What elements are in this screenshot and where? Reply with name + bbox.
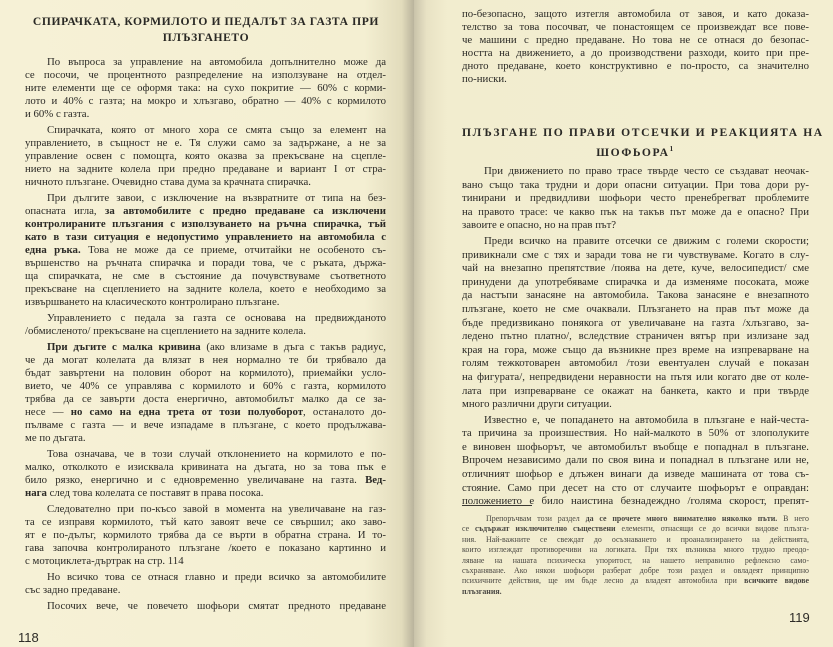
paragraph	[25, 448, 386, 500]
text-line	[25, 283, 386, 296]
text: било рязко, енергично и с едновременно увеличаване на газта.	[25, 474, 366, 486]
text: психичните действия, ще им бъде лесно да владеят автомобила при	[462, 576, 745, 586]
paragraph	[462, 8, 809, 86]
text-line	[25, 137, 386, 150]
text-line	[462, 303, 809, 317]
text: по-ниски.	[462, 73, 507, 85]
text-line	[462, 289, 809, 303]
text: голям тежкотоварен автомобил /този евентуален случай е показан	[462, 357, 809, 370]
text: управление освен с помощта, която оказва за прекъсване на сцепле-	[25, 150, 386, 162]
text-line	[25, 312, 386, 325]
text: елементи, отнасящи се до всички видове плъзга-	[615, 524, 809, 534]
text-line	[462, 60, 809, 73]
text-line	[462, 165, 809, 179]
text: положението е било наистина безнадеждно /голяма скорост, препят-	[462, 495, 809, 508]
text-line	[25, 432, 386, 445]
text: гава започва контролираното плъзгане /което е показано картинно и	[25, 542, 386, 554]
text: несе —	[25, 406, 71, 418]
text: нието на задните колела при предно предаване и вариант I от стра-	[25, 163, 386, 175]
bold-text: контролираните плъзгания с използуването на ръчна спирачка, тъй	[25, 218, 386, 230]
text: Но всичко това се отнася главно и преди всичко за автомобилите	[47, 571, 386, 583]
paragraph	[25, 192, 386, 309]
text: завоите е опасно, но на прав път?	[462, 219, 617, 232]
text-line	[462, 47, 809, 60]
text: ните елементи ще се оформя така: на сухо покритие — 60% с корми-	[25, 82, 386, 94]
paragraph	[25, 341, 386, 445]
text-line	[462, 34, 809, 47]
text: При движението по право трасе твърде често се създават неочак-	[484, 165, 809, 177]
footnote-mark: 1	[669, 145, 675, 153]
text: При дългите завои, с изключение на възвратните от типа на без-	[47, 192, 386, 204]
text: и 60% с газта.	[25, 108, 90, 120]
paragraph	[25, 571, 386, 597]
text-line	[25, 393, 386, 406]
text: с мотоциклета-дъртрак на стр. 114	[25, 555, 184, 567]
text: опасната игла,	[25, 205, 105, 217]
text: ят е по-дълъг, кормилото трябва да се върти в обратна страна. И то-	[25, 529, 386, 541]
text: по-безопасно, защото изтегля автомобила от завоя, и като доказа-	[462, 8, 809, 20]
text-line	[25, 69, 386, 82]
text-line	[25, 231, 386, 244]
text-line	[25, 354, 386, 367]
bold-text: съдържат изключително съществени	[475, 524, 616, 534]
text: , останалото до-	[303, 406, 386, 418]
text-line	[462, 192, 809, 206]
text-line	[25, 82, 386, 95]
left-page-text	[25, 56, 386, 613]
text: та причина за произшествия. Но най-малкото в 50% от злополуките	[462, 427, 809, 440]
text: Спирачката, която от много хора се смята също за елемент на	[47, 124, 386, 136]
text-line	[25, 163, 386, 176]
text-line	[462, 545, 809, 555]
text-line	[462, 495, 809, 509]
text-line	[462, 357, 809, 371]
text: Следователно при по-късо завой в момента на увеличаване на газ-	[47, 503, 386, 515]
paragraph	[25, 124, 386, 189]
text-line	[25, 600, 386, 613]
text: тинирани и предвидливи шофьори често пренебрегват проблемите	[462, 192, 809, 205]
text-line	[25, 542, 386, 555]
text: По въпроса за управление на автомобила допълнително може да	[47, 56, 386, 68]
text-line	[462, 21, 809, 34]
bold-text: всичките видове	[744, 576, 809, 586]
text-line	[25, 296, 386, 309]
text-line	[462, 524, 809, 534]
text: съхраняване. Ако някои шофьори разберат добре този раздел и овладеят принципно	[462, 565, 809, 575]
text-line	[25, 257, 386, 270]
text-line	[462, 276, 809, 290]
text: бъдат завъртени на половин оборот на кормилото), приемайки усло-	[25, 367, 386, 379]
text: вършенство на ръчната спирачка и поради това, че с ръката, държа-	[25, 257, 386, 269]
text-line	[462, 73, 809, 86]
paragraph	[25, 503, 386, 568]
text: че машини с предно предаване. Но това не се отнася до безопас-	[462, 34, 809, 46]
text-line	[462, 206, 809, 220]
text: края на гора, може също да възникне през време на изпреварване на	[462, 343, 809, 356]
text: пълваме с газта — и вече изпадаме в плъзгане, с което продължава-	[25, 419, 386, 431]
text-line	[462, 587, 809, 597]
text-line	[25, 461, 386, 474]
bold-text: Вед-	[365, 474, 386, 486]
text-line	[462, 468, 809, 482]
text-line	[462, 535, 809, 545]
text-line	[25, 270, 386, 283]
heading-line: ПЛЪЗГАНЕТО	[162, 31, 250, 44]
heading-text: ШОФЬОРА	[596, 145, 670, 159]
paragraph	[462, 514, 809, 597]
text: че да могат колелата да влязат в нея нормално те би трябвало да	[25, 354, 386, 366]
bold-text: плъзгания.	[462, 586, 502, 596]
text: привикнали сме с тях и заради това не ги чувствуваме. Когато в слу-	[462, 248, 809, 261]
heading-line: ПЛЪЗГАНЕ ПО ПРАВИ ОТСЕЧКИ И РЕАКЦИЯТА НА	[462, 126, 824, 139]
text-line	[462, 317, 809, 331]
text: които изглеждат противоречиви на логиката. При тях възниква много трудно преодо-	[462, 545, 809, 555]
text-line	[462, 385, 809, 399]
bold-text: но само на една трета от този полуоборот	[70, 406, 304, 418]
text-line	[462, 566, 809, 576]
footnote	[462, 514, 809, 597]
text-line	[25, 192, 386, 205]
left-chapter-heading	[25, 14, 387, 46]
text: вието, че 40% се управлява с кормилото и 60% с газта, кормилото	[25, 380, 386, 392]
paragraph	[462, 414, 809, 509]
bold-text: да се прочете много внимателно няколко пъти.	[585, 514, 778, 523]
text-line	[25, 367, 386, 380]
text-line	[462, 482, 809, 496]
text: чай на внезапно препятствие /поява на дете, куче, велосипедист/ сме	[462, 262, 809, 275]
text-line	[25, 529, 386, 542]
text: е виновен шофьорът, че автомобилът въобще е попаднал в плъзгане.	[462, 440, 809, 453]
text: прекъсване на сцеплението на задните колела, което е необходимо за	[25, 283, 386, 295]
text-line	[462, 556, 809, 566]
text: Известно е, че попадането на автомобила в плъзгане е най-честа-	[484, 413, 809, 426]
text-line	[462, 249, 809, 263]
text: принудени да употребяваме спирачка и да изменяме посоката, може	[462, 275, 809, 288]
bold-text: При дъгите с малка кривина	[47, 341, 201, 353]
text-line	[462, 514, 809, 524]
text: лата при изпреварване се окажат на банкета, както и при твърде	[462, 384, 809, 397]
text-line	[25, 448, 386, 461]
text-line	[25, 205, 386, 218]
text: (ако влизаме в дъга с такъв радиус,	[200, 341, 386, 353]
text: извършването на класическото контролирано плъзгане.	[25, 296, 280, 308]
text-line	[462, 262, 809, 276]
text-line	[25, 516, 386, 529]
text: отличният шофьор е длъжен винаги да изведе машината от това съ-	[462, 468, 809, 481]
text: се посочи, че процентното разпределение на използуване на отдел-	[25, 69, 386, 81]
text: ния. Най-важните се свеждат до осъзнаването и проанализирането на действията,	[462, 534, 809, 544]
right-section-heading	[462, 125, 824, 161]
text: трябва да се завърти доста енергично, автомобилът малко да се за-	[25, 393, 386, 405]
text: вано също така трудни и дори опасни ситуации. При това дори ру-	[462, 178, 809, 191]
text-line	[462, 330, 809, 344]
text-line	[25, 218, 386, 231]
text-line	[462, 414, 809, 428]
text-line	[25, 341, 386, 354]
text-line	[25, 487, 386, 500]
paragraph	[25, 600, 386, 613]
text: та се изправя кормилото, тъй като завоят вече се свършил; ако заво-	[25, 516, 386, 528]
right-page-text	[462, 163, 809, 509]
text-line	[462, 235, 809, 249]
text: дното предаване, което конструктивно е по-просто, са значително	[462, 60, 809, 72]
paragraph	[25, 312, 386, 338]
text-line	[25, 584, 386, 597]
text: Посочих вече, че повечето шофьори смятат предното предаване	[47, 600, 386, 612]
text-line	[462, 344, 809, 358]
text-line	[462, 576, 809, 586]
right-page-text-top	[462, 8, 809, 86]
text: Това не може да се приеме, отчитайки не особеното съ-	[80, 244, 386, 256]
paragraph	[462, 165, 809, 233]
text-line	[462, 219, 809, 233]
text: малко, отколкото е изисквала кривината на дъгата, но за това пък е	[25, 461, 386, 473]
text-line	[25, 150, 386, 163]
text: ляване на нашата психическа упоритост, на нашето неправилно рефлексно само-	[462, 555, 809, 565]
text: ността на движението, а до производствени разходи, които при пре-	[462, 47, 809, 59]
bold-text: като в тази ситуация е недопустимо управлението на автомобила с	[25, 231, 386, 243]
text-line	[25, 474, 386, 487]
text: стояние. Само при десет на сто от случаите шофьорът е оправдан:	[462, 481, 809, 494]
text-line	[462, 441, 809, 455]
text: ме по дъгата.	[25, 432, 86, 444]
text: на правото трасе: че какво пък на такъв път може да е опасно? При	[462, 205, 809, 218]
text: след това колелата се поставят в права посока.	[46, 487, 264, 499]
text-line	[462, 427, 809, 441]
text: бъде предизвикано понякога от увеличаване на газта /хлъзгаво, за-	[462, 316, 809, 329]
text-line	[25, 244, 386, 257]
text: Препоръчвам този раздел	[486, 514, 586, 523]
text: телство за това посочват, че понастоящем се произвеждат все пове-	[462, 21, 809, 33]
text-line	[462, 454, 809, 468]
text: много различни други ситуации.	[462, 398, 612, 411]
text-line	[462, 179, 809, 193]
heading-line	[462, 141, 809, 161]
footnote-divider	[462, 505, 532, 506]
text-line	[462, 371, 809, 385]
text-line	[25, 503, 386, 516]
text-line	[462, 8, 809, 21]
text: Това означава, че в този случай отклонението на кормилото е по-	[47, 448, 386, 460]
paragraph	[25, 56, 386, 121]
text: /обмисленото/ прекъсване на сцеплението на задните колела.	[25, 325, 306, 337]
text: да настъпи занасяне на автомобила. Такова занасяне е внезапното	[462, 289, 809, 302]
text-line	[25, 571, 386, 584]
text: ща спирачката, не сме в състояние да почувствуваме съответното	[25, 270, 386, 282]
text-line	[25, 108, 386, 121]
text-line	[25, 176, 386, 189]
text-line	[25, 56, 386, 69]
text: ничното плъзгане. Очевидно става дума за крачната спирачка.	[25, 176, 311, 188]
text-line	[25, 419, 386, 432]
text: на фигурата/, непредвидени неравности на пътя или когато две от коле-	[462, 370, 809, 383]
text: плъзгане, което не сме очаквали. Плъзгането на прав път може да	[462, 302, 809, 315]
text: управлението, в същност не е. Тя служи само за задържане, а не за	[25, 137, 386, 149]
text: лото и 40% с газта; на мокро и хлъзгаво, обратно — 40% с кормилото	[25, 95, 386, 107]
heading-line: СПИРАЧКАТА, КОРМИЛОТО И ПЕДАЛЪТ ЗА ГАЗТА ПРИ	[32, 15, 380, 28]
text-line	[25, 555, 386, 568]
text-line	[25, 325, 386, 338]
text: Впрочем независимо дали по своя вина и попаднал в плъзгане или не,	[462, 454, 809, 467]
text-line	[25, 95, 386, 108]
text-line	[25, 380, 386, 393]
text: Преди всичко на правите отсечки се движим с големи скорости;	[484, 234, 809, 247]
text: се	[462, 524, 476, 534]
bold-text: една ръка.	[25, 244, 81, 256]
text: със задно предаване.	[25, 584, 121, 596]
paragraph	[462, 235, 809, 412]
text: Управлението с педала за газта се основава на предвижданото	[47, 312, 386, 324]
bold-text: нага	[25, 487, 47, 499]
bold-text: за автомобилите с предно предаване са изключени	[105, 205, 386, 217]
text: В него	[777, 514, 809, 523]
page-number-right: 119	[789, 610, 810, 625]
text-line	[25, 124, 386, 137]
page-number-left: 118	[18, 630, 39, 645]
text-line	[25, 406, 386, 419]
text: ледено пътно платно/, вследствие страничен вятър при излизане зад	[462, 330, 809, 343]
text-line	[462, 398, 809, 412]
